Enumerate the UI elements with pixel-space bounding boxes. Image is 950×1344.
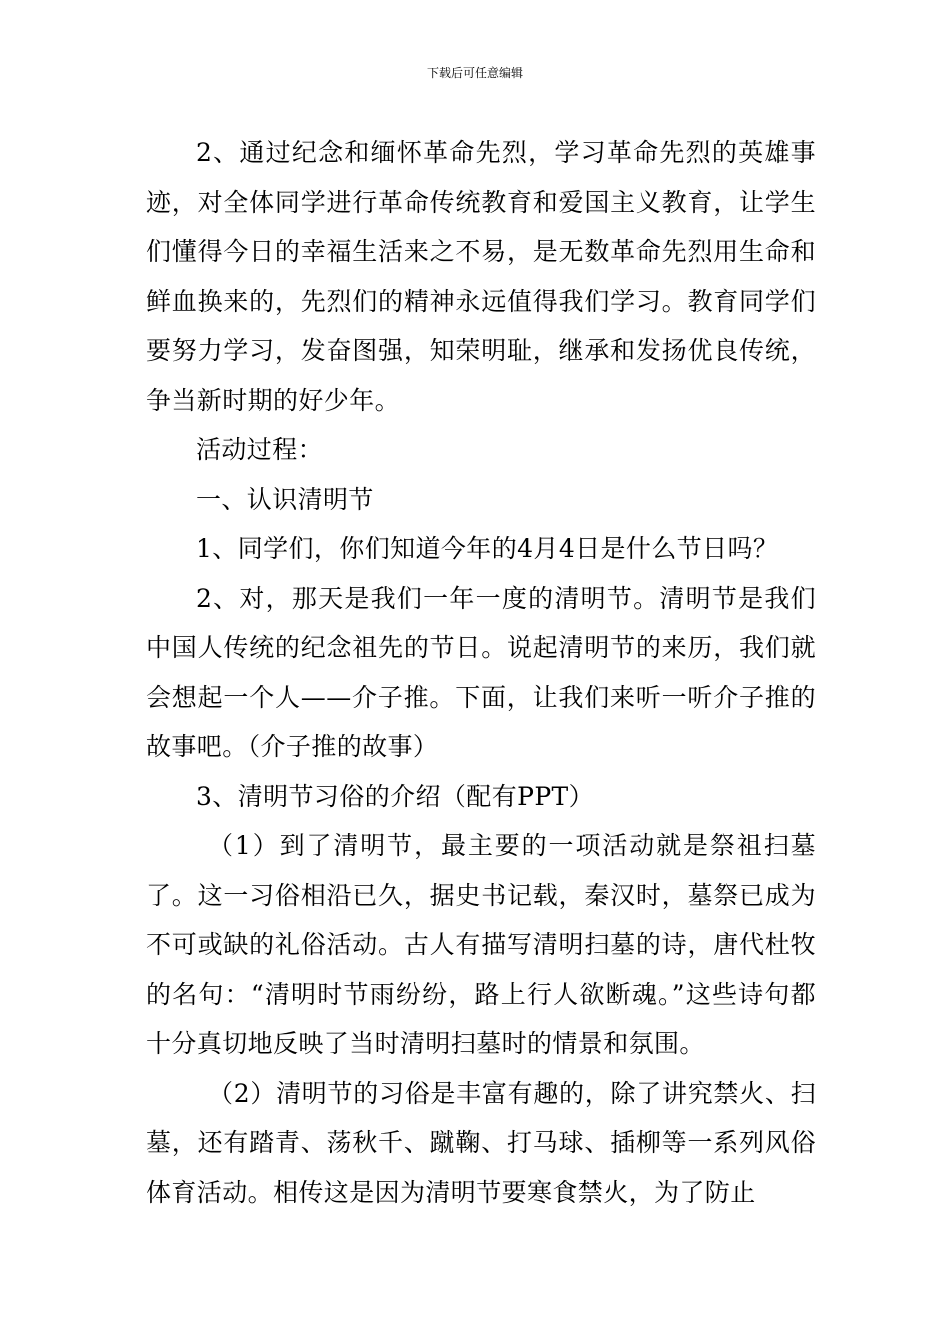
document-body bbox=[146, 128, 816, 1217]
paragraph-goal-2: 2、通过纪念和缅怀革命先烈，学习革命先烈的英雄事迹，对全体同学进行革命传统教育和爱国主义教育，让学生们懂得今日的幸福生活来之不易，是无数革命先烈用生命和鲜血换来的，先烈们的精神永远值得我们学习。教育同学们要努力学习，发奋图强，知荣明耻，继承和发扬优良传统，争当新时期的好少年。 bbox=[146, 138, 816, 415]
section-heading-activity-process: 活动过程： bbox=[196, 435, 324, 464]
paragraph-question-1: 1、同学们，你们知道今年的4月4日是什么节日吗？ bbox=[196, 534, 779, 563]
section-heading-know-qingming: 一、认识清明节 bbox=[196, 484, 374, 514]
paragraph-custom-1: （1）到了清明节，最主要的一项活动就是祭祖扫墓了。这一习俗相沿已久，据史书记载，秦汉时，墓祭已成为不可或缺的礼俗活动。古人有描写清明扫墓的诗，唐代杜牧的名句：“清明时节雨纷纷，路上行人欲断魂。”这些诗句都十分真切地反映了当时清明扫墓时的情景和氛围。 bbox=[146, 831, 816, 1058]
paragraph-answer-2: 2、对，那天是我们一年一度的清明节。清明节是我们中国人传统的纪念祖先的节日。说起清明节的来历，我们就会想起一个人——介子推。下面，让我们来听一听介子推的故事吧。（介子推的故事） bbox=[146, 583, 816, 761]
paragraph-custom-2: （2）清明节的习俗是丰富有趣的，除了讲究禁火、扫墓，还有踏青、荡秋千、蹴鞠、打马球、插柳等一系列风俗体育活动。相传这是因为清明节要寒食禁火，为了防止 bbox=[146, 1078, 816, 1207]
header-note: 下载后可任意编辑 bbox=[426, 66, 523, 80]
paragraph-customs-intro-3: 3、清明节习俗的介绍（配有PPT） bbox=[196, 781, 595, 811]
